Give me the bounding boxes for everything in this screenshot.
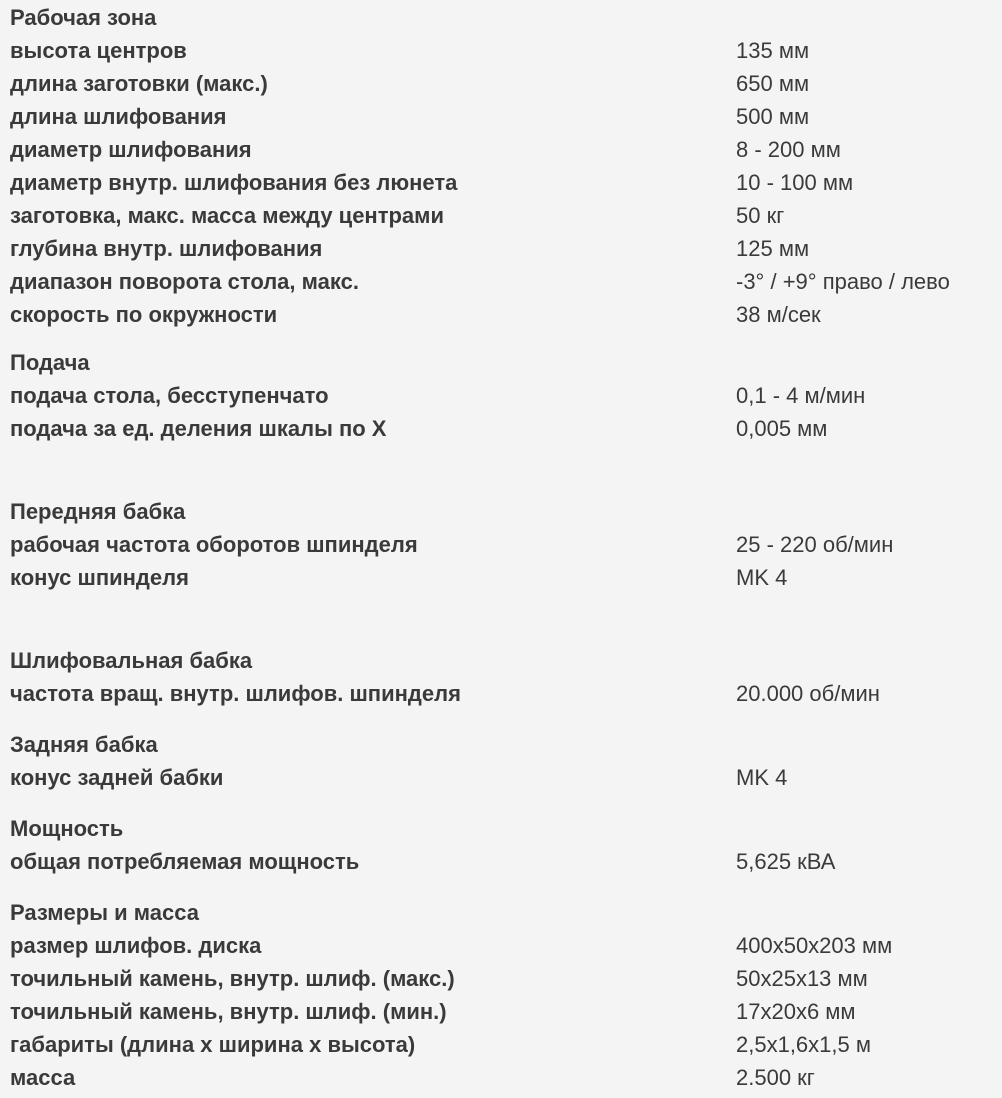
spec-value: 50x25x13 мм — [736, 966, 868, 991]
spec-label: точильный камень, внутр. шлиф. (макс.) — [10, 966, 455, 991]
section-dimensions-weight — [0, 896, 1002, 1094]
section-title: Мощность — [10, 816, 124, 841]
spec-value: 500 мм — [736, 104, 810, 129]
section-title: Рабочая зона — [10, 5, 157, 30]
spec-value: 2,5x1,6x1,5 м — [736, 1032, 871, 1057]
section-title: Размеры и масса — [10, 900, 199, 925]
spec-label: глубина внутр. шлифования — [10, 236, 323, 261]
spec-value: 20.000 об/мин — [736, 681, 880, 706]
spec-row — [0, 761, 1002, 794]
spec-row — [0, 995, 1002, 1028]
spec-label: рабочая частота оборотов шпинделя — [10, 532, 418, 557]
spec-value: 400x50x203 мм — [736, 933, 893, 958]
spec-row — [0, 67, 1002, 100]
spec-row — [0, 962, 1002, 995]
spec-label: длина заготовки (макс.) — [10, 71, 268, 96]
section-wheelhead — [0, 644, 1002, 710]
spec-row — [0, 199, 1002, 232]
section-title: Задняя бабка — [10, 732, 158, 757]
spec-row — [0, 232, 1002, 265]
spec-value: 50 кг — [736, 203, 785, 228]
section-title: Подача — [10, 350, 90, 375]
spec-value: 650 мм — [736, 71, 810, 96]
section-feed — [0, 346, 1002, 445]
spec-value: 17x20x6 мм — [736, 999, 856, 1024]
spec-label: диаметр шлифования — [10, 137, 252, 162]
spec-value: 38 м/сек — [736, 302, 821, 327]
section-title: Шлифовальная бабка — [10, 648, 253, 673]
spec-value: 0,1 - 4 м/мин — [736, 383, 866, 408]
spec-value: -3° / +9° право / лево — [736, 269, 950, 294]
spec-value: 8 - 200 мм — [736, 137, 841, 162]
spec-label: подача за ед. деления шкалы по X — [10, 416, 387, 441]
section-tailstock — [0, 728, 1002, 794]
spec-label: масса — [10, 1065, 76, 1090]
spec-row — [0, 561, 1002, 594]
spec-label: скорость по окружности — [10, 302, 278, 327]
section-power — [0, 812, 1002, 878]
spec-row — [0, 34, 1002, 67]
section-title: Передняя бабка — [10, 499, 186, 524]
spec-row — [0, 133, 1002, 166]
spec-label: конус шпинделя — [10, 565, 189, 590]
section-work-zone — [0, 1, 1002, 331]
spec-row — [0, 845, 1002, 878]
spec-label: размер шлифов. диска — [10, 933, 262, 958]
spec-label: высота центров — [10, 38, 187, 63]
section-headstock — [0, 495, 1002, 594]
spec-row — [0, 100, 1002, 133]
spec-label: общая потребляемая мощность — [10, 849, 360, 874]
spec-row — [0, 412, 1002, 445]
spec-label: заготовка, макс. масса между центрами — [10, 203, 444, 228]
spec-row — [0, 1061, 1002, 1094]
spec-row — [0, 379, 1002, 412]
spec-value: 25 - 220 об/мин — [736, 532, 894, 557]
spec-value: 0,005 мм — [736, 416, 828, 441]
spec-value: 2.500 кг — [736, 1065, 815, 1090]
spec-row — [0, 528, 1002, 561]
spec-label: диапазон поворота стола, макс. — [10, 269, 359, 294]
spec-value: MK 4 — [736, 765, 788, 790]
spec-label: частота вращ. внутр. шлифов. шпинделя — [10, 681, 461, 706]
spec-label: конус задней бабки — [10, 765, 224, 790]
spec-row — [0, 929, 1002, 962]
spec-value: 125 мм — [736, 236, 810, 261]
spec-label: подача стола, бесступенчато — [10, 383, 329, 408]
spec-label: точильный камень, внутр. шлиф. (мин.) — [10, 999, 447, 1024]
spec-row — [0, 166, 1002, 199]
spec-value: 5,625 кВА — [736, 849, 836, 874]
spec-label: диаметр внутр. шлифования без люнета — [10, 170, 458, 195]
spec-row — [0, 677, 1002, 710]
spec-value: 135 мм — [736, 38, 810, 63]
spec-label: габариты (длина x ширина x высота) — [10, 1032, 416, 1057]
spec-row — [0, 265, 1002, 298]
spec-label: длина шлифования — [10, 104, 227, 129]
spec-row — [0, 1028, 1002, 1061]
spec-row — [0, 298, 1002, 331]
spec-value: MK 4 — [736, 565, 788, 590]
spec-value: 10 - 100 мм — [736, 170, 854, 195]
